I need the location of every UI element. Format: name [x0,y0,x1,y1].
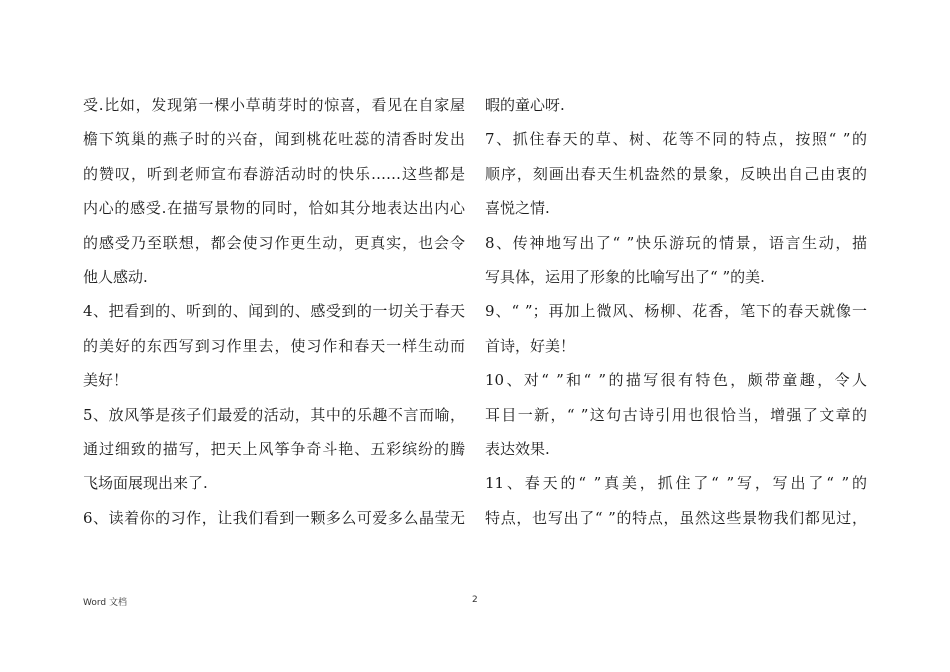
text-line: 11、春天的“ ”真美，抓住了“ ”写，写出了“ ”的 [485,474,867,493]
text-line: 受.比如，发现第一棵小草萌芽时的惊喜，看见在自家屋 [83,96,465,114]
left-text-column [83,88,465,535]
text-line: 顺序，刻画出春天生机盎然的景象，反映出自己由衷的 [485,164,867,183]
text-line: 9、“ ”；再加上微风、杨柳、花香，笔下的春天就像一 [485,302,867,321]
text-line: 的美好的东西写到习作里去，使习作和春天一样生动而 [83,336,465,355]
text-line: 的感受乃至联想，都会使习作更生动，更真实，也会令 [83,233,465,252]
text-line: 表达效果. [485,439,550,458]
text-line: 檐下筑巢的燕子时的兴奋，闻到桃花吐蕊的清香时发出 [83,130,465,149]
text-line: 飞场面展现出来了. [83,474,208,493]
text-line: 的赞叹，听到老师宣布春游活动时的快乐……这些都是 [83,164,465,183]
page-number: 2 [472,595,478,605]
text-line: 特点，也写出了“ ”的特点，虽然这些景物我们都见过， [485,508,867,527]
text-line: 喜悦之情. [485,199,550,218]
text-line: 4、把看到的、听到的、闻到的、感受到的一切关于春天 [83,302,465,321]
footer-label: Word 文档 [83,598,127,608]
text-line: 内心的感受.在描写景物的同时，恰如其分地表达出内心 [83,199,465,218]
text-line: 美好！ [83,371,129,390]
text-line: 10、对“ ”和“ ”的描写很有特色，颇带童趣，令人 [485,371,867,390]
text-line: 首诗，好美！ [485,336,576,355]
text-line: 5、放风筝是孩子们最爱的活动，其中的乐趣不言而喻， [83,405,465,424]
text-line: 6、读着你的习作，让我们看到一颗多么可爱多么晶莹无 [83,508,465,527]
text-line: 暇的童心呀. [485,96,565,114]
text-line: 写具体，运用了形象的比喻写出了“ ”的美. [485,267,765,286]
text-line: 7、抓住春天的草、树、花等不同的特点，按照“ ”的 [485,130,867,149]
text-line: 耳目一新，“ ”这句古诗引用也很恰当，增强了文章的 [485,405,867,424]
text-line: 8、传神地写出了“ ”快乐游玩的情景，语言生动，描 [485,233,867,252]
text-line: 通过细致的描写，把天上风筝争奇斗艳、五彩缤纷的腾 [83,439,465,458]
right-text-column [485,88,867,535]
text-line: 他人感动. [83,267,148,286]
